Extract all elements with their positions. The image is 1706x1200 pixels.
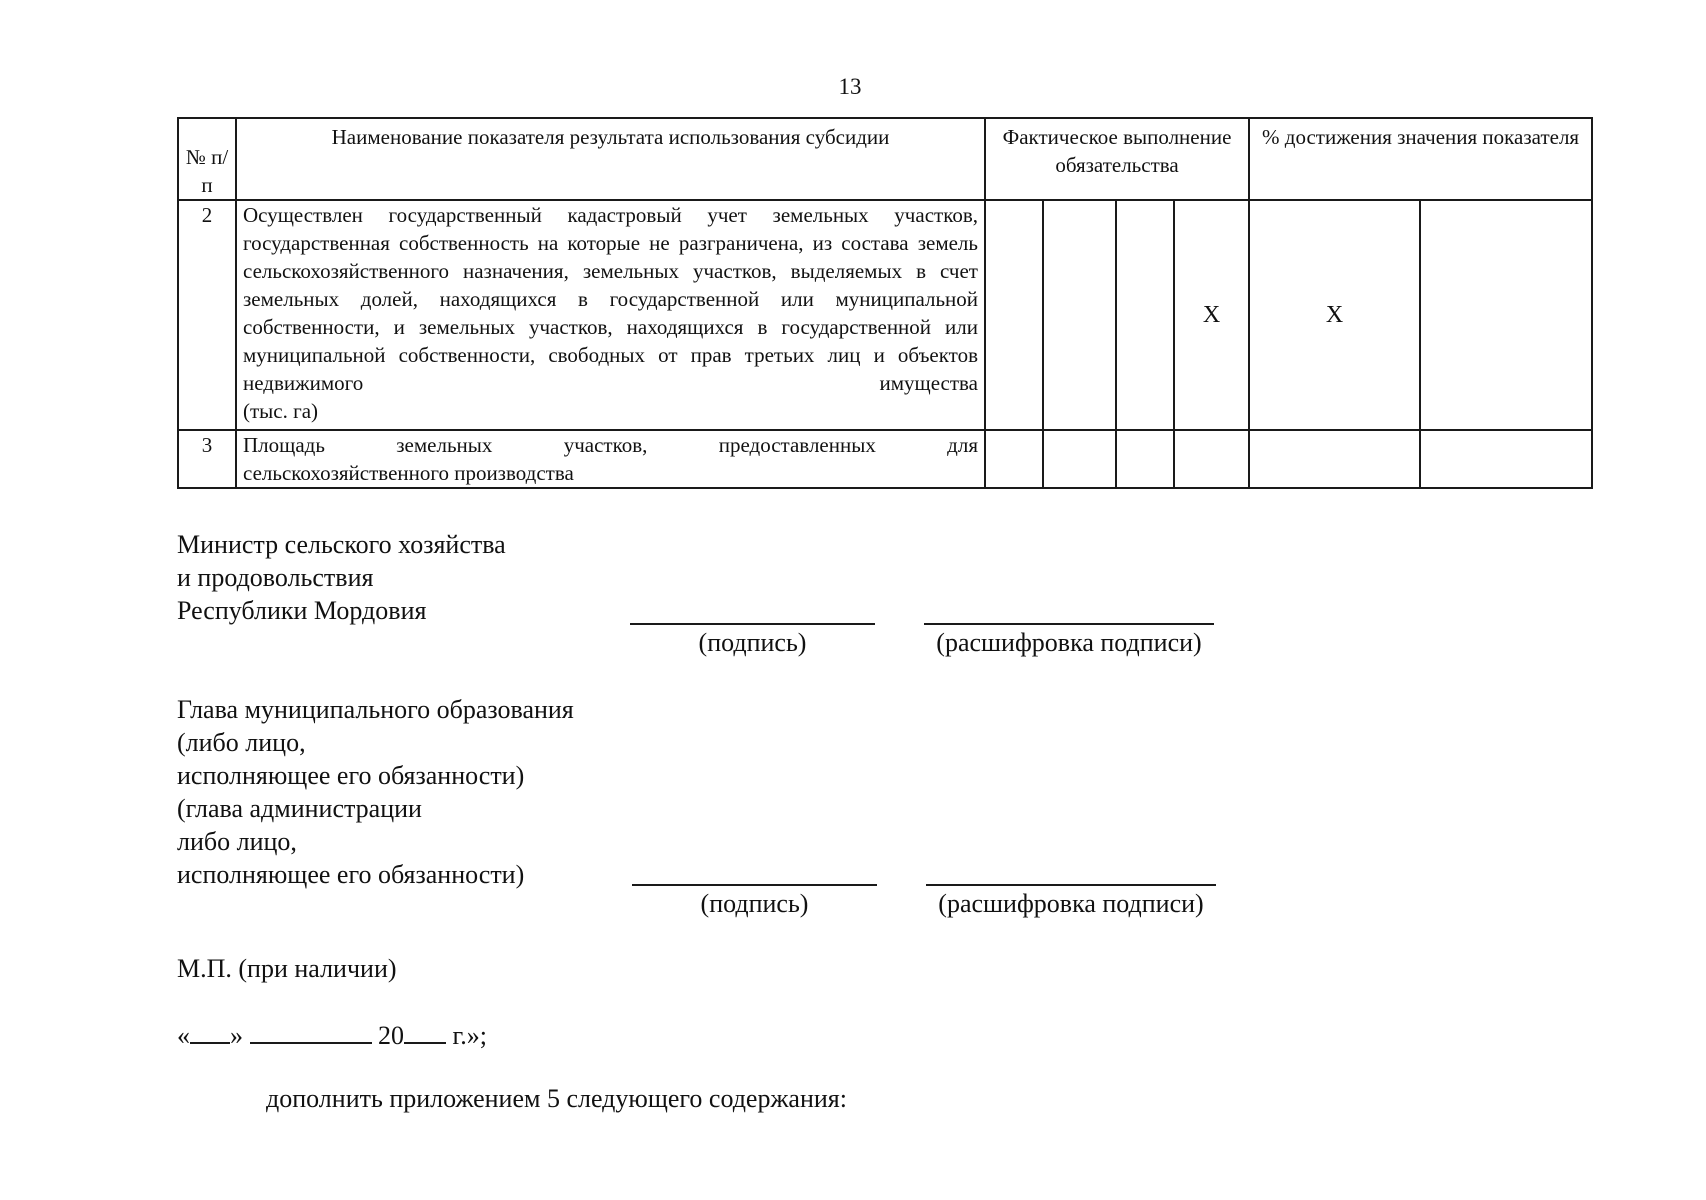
row-cell xyxy=(1420,200,1592,430)
row-name-text: Площадь земельных участков, предоставленных для xyxy=(243,433,978,457)
row-cell xyxy=(1116,200,1174,430)
header-fact: Фактическое выполнение обязательства xyxy=(985,118,1249,200)
row-name-text: Осуществлен государственный кадастровый учет земельных участков, государственная собственность на которые не разграничена, из состава земель сельскохозяйственного назначения, земельных участков, выделяемых в счет земельных долей, находящихся в государственной или муниципальной собственности, и земельных участков, находящихся в государственной или муниципальной собственности, свободных от прав третьих лиц и объектов недвижимого имущества xyxy=(243,203,978,395)
row-name xyxy=(236,430,985,488)
date-line xyxy=(177,1018,487,1051)
indicators-table xyxy=(177,117,1593,489)
row-cell xyxy=(1116,430,1174,488)
minister-decoding-caption: (расшифровка подписи) xyxy=(936,628,1202,657)
header-num: № п/п xyxy=(178,118,236,200)
head-title-line: исполняющее его обязанности) xyxy=(177,860,525,889)
row-cell xyxy=(985,200,1043,430)
header-percent: % достижения значения показателя xyxy=(1249,118,1592,200)
head-decoding-line xyxy=(926,884,1216,886)
table-row xyxy=(178,430,1592,488)
year-prefix: 20 xyxy=(378,1021,404,1050)
stamp-note: М.П. (при наличии) xyxy=(177,954,397,983)
row-cell xyxy=(1043,430,1116,488)
minister-signature-line xyxy=(630,623,875,625)
minister-title-line: Республики Мордовия xyxy=(177,596,427,625)
month-blank xyxy=(250,1018,372,1044)
head-title-line: либо лицо, xyxy=(177,827,297,856)
table-row xyxy=(178,200,1592,430)
header-name: Наименование показателя результата использования субсидии xyxy=(236,118,985,200)
page-number: 13 xyxy=(838,74,862,99)
minister-signature-caption: (подпись) xyxy=(698,628,807,657)
minister-title xyxy=(177,528,506,627)
head-signature-line xyxy=(632,884,877,886)
head-signature-caption: (подпись) xyxy=(700,889,809,918)
row-name-tail: сельскохозяйственного производства xyxy=(243,461,574,485)
head-title-line: (либо лицо, xyxy=(177,728,306,757)
date-close-quote: » xyxy=(230,1021,243,1050)
date-open-quote: « xyxy=(177,1021,190,1050)
minister-decoding-line xyxy=(924,623,1214,625)
head-title xyxy=(177,693,574,891)
head-title-line: Глава муниципального образования xyxy=(177,695,574,724)
minister-title-line: Министр сельского хозяйства xyxy=(177,530,506,559)
date-suffix: г.»; xyxy=(452,1021,487,1050)
head-title-line: (глава администрации xyxy=(177,794,422,823)
year-blank xyxy=(404,1018,446,1044)
closing-text: дополнить приложением 5 следующего содержания: xyxy=(266,1084,847,1113)
row-cell xyxy=(1249,430,1420,488)
head-decoding-caption: (расшифровка подписи) xyxy=(938,889,1204,918)
row-cell xyxy=(1420,430,1592,488)
head-title-line: исполняющее его обязанности) xyxy=(177,761,525,790)
minister-title-line: и продовольствия xyxy=(177,563,374,592)
row-num: 3 xyxy=(178,430,236,488)
row-cell xyxy=(1043,200,1116,430)
day-blank xyxy=(190,1018,230,1044)
row-cell xyxy=(1174,430,1249,488)
row-name xyxy=(236,200,985,430)
row-cell: Х xyxy=(1174,200,1249,430)
row-cell: Х xyxy=(1249,200,1420,430)
row-cell xyxy=(985,430,1043,488)
row-num: 2 xyxy=(178,200,236,430)
table-header-row xyxy=(178,118,1592,200)
row-name-unit: (тыс. га) xyxy=(243,399,319,423)
